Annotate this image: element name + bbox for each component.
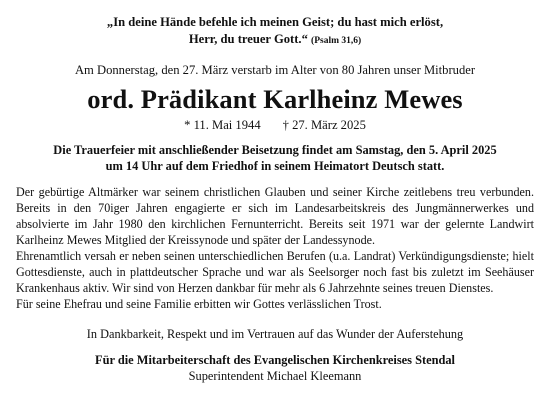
- tribute-text: [16, 184, 534, 312]
- tribute-paragraph: Der gebürtige Altmärker war seinem christlichen Glauben und seiner Kirche zeitlebens treu verbunden. Bereits in den 70iger Jahren engagierte er sich im Landesarbeitskreis des Jungmännerwerkes und absolvierte im Jahr 1980 den kirchlichen Fernunterricht. Bereits seit 1971 war der gelernte Landwirt Karlheinz Mewes Mitglied der Kreissynode und später der Landessynode.: [16, 185, 534, 247]
- funeral-details: [16, 142, 534, 174]
- tribute-paragraph: Für seine Ehefrau und seine Familie erbitten wir Gottes verlässlichen Trost.: [16, 297, 382, 311]
- funeral-line-1: Die Trauerfeier mit anschließender Beisetzung findet am Samstag, den 5. April 2025: [53, 143, 497, 157]
- signature-block: [16, 352, 534, 384]
- death-date: † 27. März 2025: [282, 118, 366, 132]
- death-announcement: Am Donnerstag, den 27. März verstarb im Alter von 80 Jahren unser Mitbruder: [74, 63, 476, 77]
- tribute-paragraph: Ehrenamtlich versah er neben seinen unterschiedlichen Berufen (u.a. Landrat) Verkündigungsdienste; hielt Gottesdienste, auch in plattdeutscher Sprache und war als Seelsorger noch fast bis zuletzt im Seehäuser Krankenhaus aktiv. Wir sind von Herzen dankbar für mehr als 6 Jahrzehnte seines treuen Dienstes.: [16, 249, 534, 295]
- deceased-name: ord. Prädikant Karlheinz Mewes: [87, 84, 463, 114]
- signature-person: Superintendent Michael Kleemann: [188, 369, 362, 383]
- closing-words: In Dankbarkeit, Respekt und im Vertrauen auf das Wunder der Auferstehung: [86, 327, 464, 341]
- psalm-line-2-text: Herr, du treuer Gott.“: [188, 32, 308, 46]
- funeral-line-2: um 14 Uhr auf dem Friedhof in seinem Heimatort Deutsch statt.: [105, 159, 445, 173]
- psalm-quote: [16, 14, 534, 50]
- birth-date: * 11. Mai 1944: [184, 118, 261, 132]
- life-dates: [16, 117, 534, 133]
- psalm-line-2: [16, 31, 534, 50]
- psalm-reference: (Psalm 31,6): [311, 36, 362, 46]
- psalm-line-1: „In deine Hände befehle ich meinen Geist; du hast mich erlöst,: [106, 15, 444, 29]
- signature-organization: Für die Mitarbeiterschaft des Evangelischen Kirchenkreises Stendal: [95, 353, 455, 367]
